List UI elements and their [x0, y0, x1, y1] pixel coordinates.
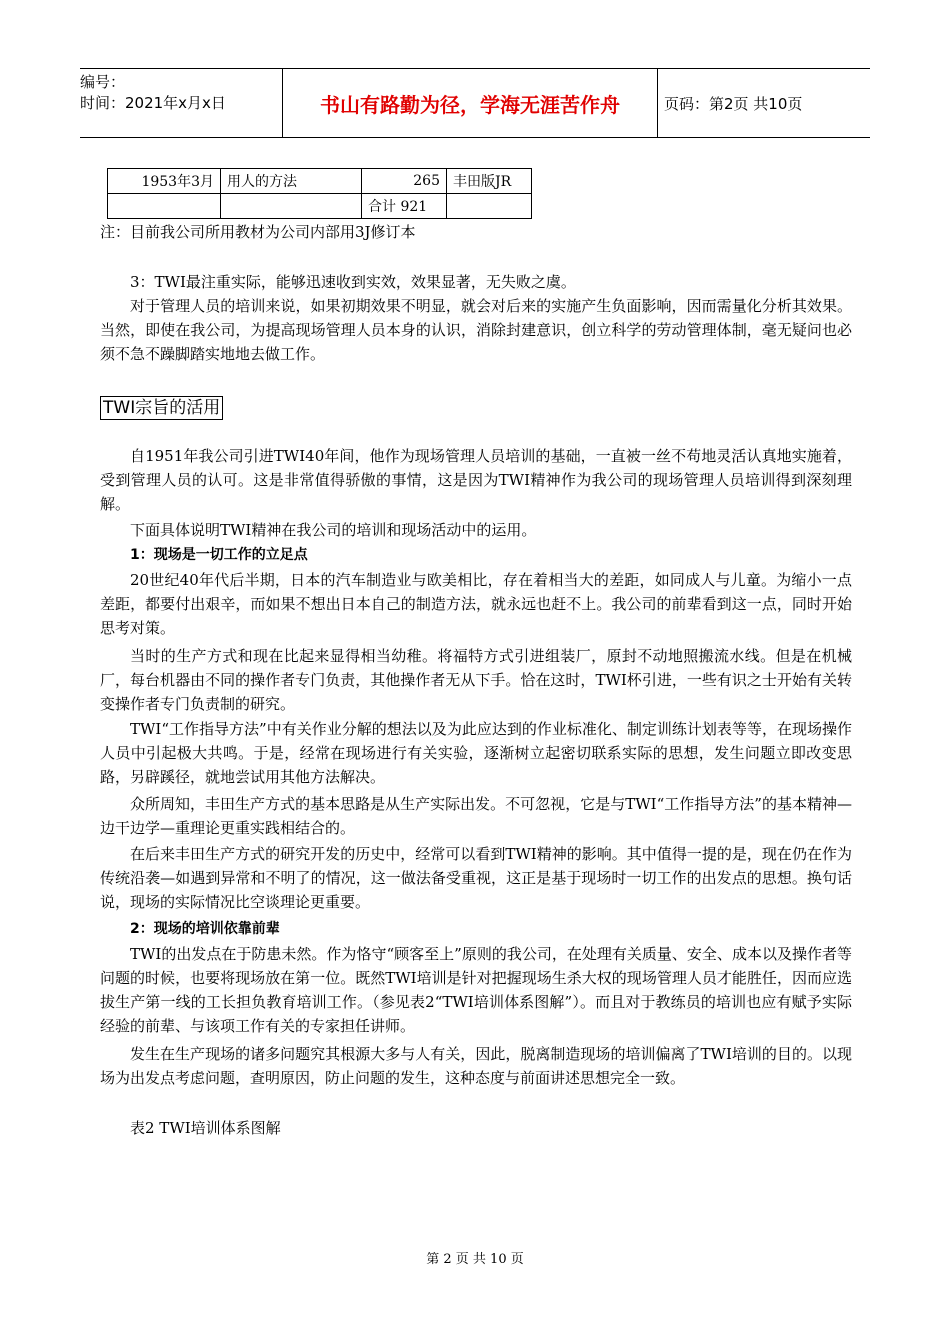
paragraph: 当时的生产方式和现在比起来显得相当幼稚。将福特方式引进组装厂，原封不动地照搬流水线。但是在机械厂，每台机器由不同的操作者专门负责，其他操作者无从下手。恰在这时，TWI杯引进，一些有识之士开始有关转变操作者专门负责制的研究。 — [100, 647, 852, 713]
table-cell: 1953年3月 — [108, 169, 221, 194]
paragraph: 自1951年我公司引进TWI40年间，他作为现场管理人员培训的基础，一直被一丝不苟地灵活认真地实施着，受到管理人员的认可。这是非常值得骄傲的事情，这是因为TWI精神作为我公司的现场管理人员培训得到深刻理解。 — [100, 447, 852, 513]
table-note: 注：目前我公司所用教材为公司内部用3J修订本 — [100, 223, 416, 241]
paragraph: 对于管理人员的培训来说，如果初期效果不明显，就会对后来的实施产生负面影响，因而需量化分析其效果。当然，即使在我公司，为提高现场管理人员本身的认识，消除封建意识，创立科学的劳动管理体制，毫无疑问也必须不急不躁脚踏实地地去做工作。 — [100, 297, 852, 363]
paragraph: 在后来丰田生产方式的研究开发的历史中，经常可以看到TWI精神的影响。其中值得一提的是，现在仍在作为传统沿袭—如遇到异常和不明了的情况，这一做法备受重视，这正是基于现场时一切工作的出发点的思想。换句话说，现场的实际情况比空谈理论更重要。 — [100, 845, 852, 911]
table-cell — [447, 194, 532, 219]
subheading: 1：现场是一切工作的立足点 — [130, 547, 308, 563]
page-header — [80, 68, 870, 138]
table-cell — [221, 194, 362, 219]
table-cell: 丰田版JR — [447, 169, 532, 194]
paragraph: 20世纪40年代后半期，日本的汽车制造业与欧美相比，存在着相当大的差距，如同成人与儿童。为缩小一点差距，都要付出艰辛，而如果不想出日本自己的制造方法，就永远也赶不上。我公司的前辈看到这一点，同时开始思考对策。 — [100, 571, 852, 637]
page-footer: 第 2 页 共 10 页 — [426, 1252, 524, 1267]
materials-table — [107, 168, 532, 219]
table-row — [108, 169, 532, 194]
paragraph: 3：TWI最注重实际，能够迅速收到实效，效果显著，无失败之虞。 — [130, 273, 576, 291]
table-cell — [108, 194, 221, 219]
paragraph: 发生在生产现场的诸多问题究其根源大多与人有关，因此，脱离制造现场的培训偏离了TWI培训的目的。以现场为出发点考虑问题，查明原因，防止问题的发生，这种态度与前面讲述思想完全一致。 — [100, 1045, 852, 1087]
time-label: 时间：2021年x月x日 — [80, 94, 226, 112]
paragraph: TWI的出发点在于防患未然。作为恪守“顾客至上”原则的我公司，在处理有关质量、安全、成本以及操作者等问题的时候，也要将现场放在第一位。既然TWI培训是针对把握现场生杀大权的现场管理人员才能胜任，因而应选拔生产第一线的工长担负教育培训工作。（参见表2“TWI培训体系图解”）。而且对于教练员的培训也应有赋予实际经验的前辈、与该项工作有关的专家担任讲师。 — [100, 945, 852, 1035]
subheading: 2：现场的培训依靠前辈 — [130, 921, 280, 937]
number-label: 编号： — [80, 73, 126, 91]
table-row — [108, 194, 532, 219]
motto: 书山有路勤为径，学海无涯苦作舟 — [283, 69, 658, 137]
paragraph: 下面具体说明TWI精神在我公司的培训和现场活动中的运用。 — [130, 521, 537, 539]
section-title: TWI宗旨的活用 — [100, 396, 223, 420]
table-cell: 用人的方法 — [221, 169, 362, 194]
table-cell: 265 — [362, 169, 447, 194]
figure-caption: 表2 TWI培训体系图解 — [130, 1119, 281, 1137]
page-label: 页码：第2页 共10页 — [664, 94, 803, 113]
paragraph: 众所周知，丰田生产方式的基本思路是从生产实际出发。不可忽视，它是与TWI“工作指导方法”的基本精神—边干边学—重理论更重实践相结合的。 — [100, 795, 852, 837]
table-cell: 合计 921 — [362, 194, 447, 219]
header-info — [80, 69, 283, 137]
paragraph: TWI“工作指导方法”中有关作业分解的想法以及为此应达到的作业标准化、制定训练计划表等等，在现场操作人员中引起极大共鸣。于是，经常在现场进行有关实验，逐渐树立起密切联系实际的思想，发生问题立即改变思路，另辟蹊径，就地尝试用其他方法解决。 — [100, 720, 852, 786]
